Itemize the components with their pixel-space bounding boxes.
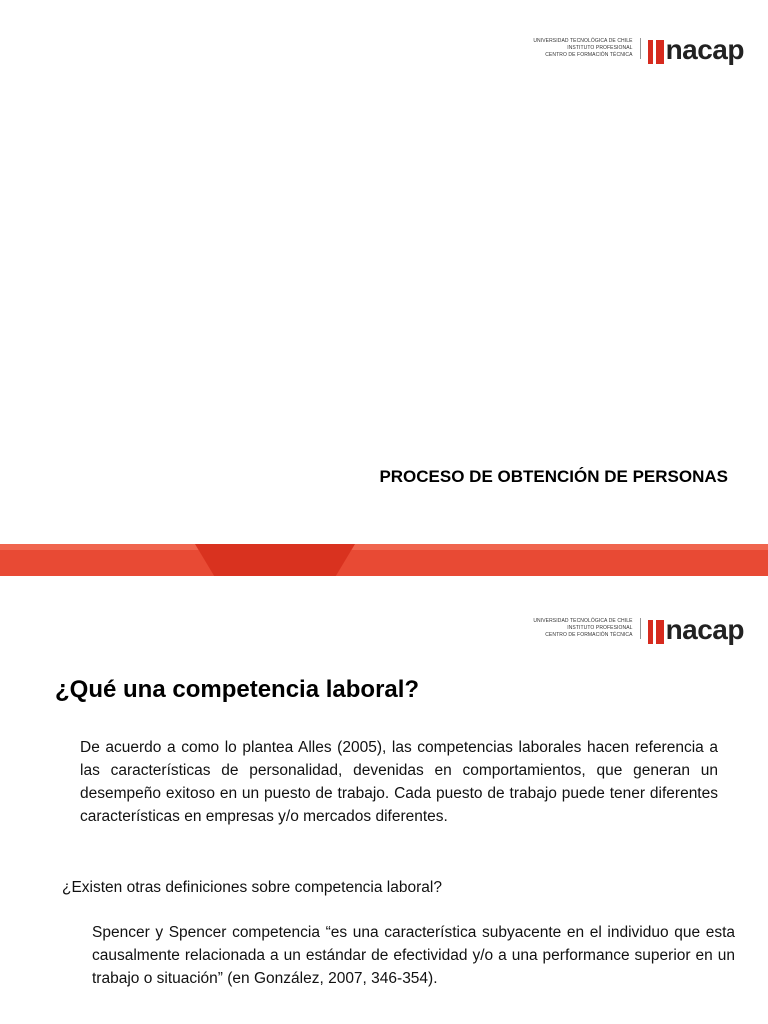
definition-paragraph: De acuerdo a como lo plantea Alles (2005), las competencias laborales hacen referencia a las características de personalidad, devenidas en comportamientos, que generan un desempeño exitoso en un puesto de trabajo. Cada puesto de trabajo puede tener diferentes características en empresas y/o mercados diferentes.: [80, 739, 718, 825]
logo-square-icon: [648, 40, 664, 64]
slide-1-title: PROCESO DE OBTENCIÓN DE PERSONAS: [379, 467, 728, 486]
divider-band: [0, 544, 768, 576]
logo-line-1: UNIVERSIDAD TECNOLÓGICA DE CHILE: [533, 617, 633, 624]
band-trapezoid: [195, 544, 355, 576]
logo-mark: [648, 612, 744, 644]
logo-line-2: INSTITUTO PROFESIONAL: [567, 624, 633, 631]
logo-line-1: UNIVERSIDAD TECNOLÓGICA DE CHILE: [533, 37, 633, 44]
logo-square-icon: [648, 620, 664, 644]
logo-line-3: CENTRO DE FORMACIÓN TÉCNICA: [545, 51, 633, 58]
logo-line-3: CENTRO DE FORMACIÓN TÉCNICA: [545, 631, 633, 638]
logo-subtitle: [533, 38, 640, 59]
slide-2: [0, 576, 768, 1024]
question-line: ¿Existen otras definiciones sobre competencia laboral?: [62, 879, 442, 896]
slide-2-title: ¿Qué una competencia laboral?: [55, 676, 420, 703]
logo-word: nacap: [665, 34, 744, 65]
logo-line-2: INSTITUTO PROFESIONAL: [567, 44, 633, 51]
logo-mark: [648, 32, 744, 64]
spencer-quote-paragraph: Spencer y Spencer competencia “es una característica subyacente en el individuo que esta causalmente relacionada a un estándar de efectividad y/o a una performance superior en un trabajo o situación” (en González, 2007, 346-354).: [92, 924, 735, 987]
logo-subtitle: [533, 618, 640, 639]
inacap-logo: [533, 612, 744, 644]
logo-word: nacap: [665, 614, 744, 645]
band-highlight: [0, 544, 768, 550]
inacap-logo: [533, 32, 744, 64]
